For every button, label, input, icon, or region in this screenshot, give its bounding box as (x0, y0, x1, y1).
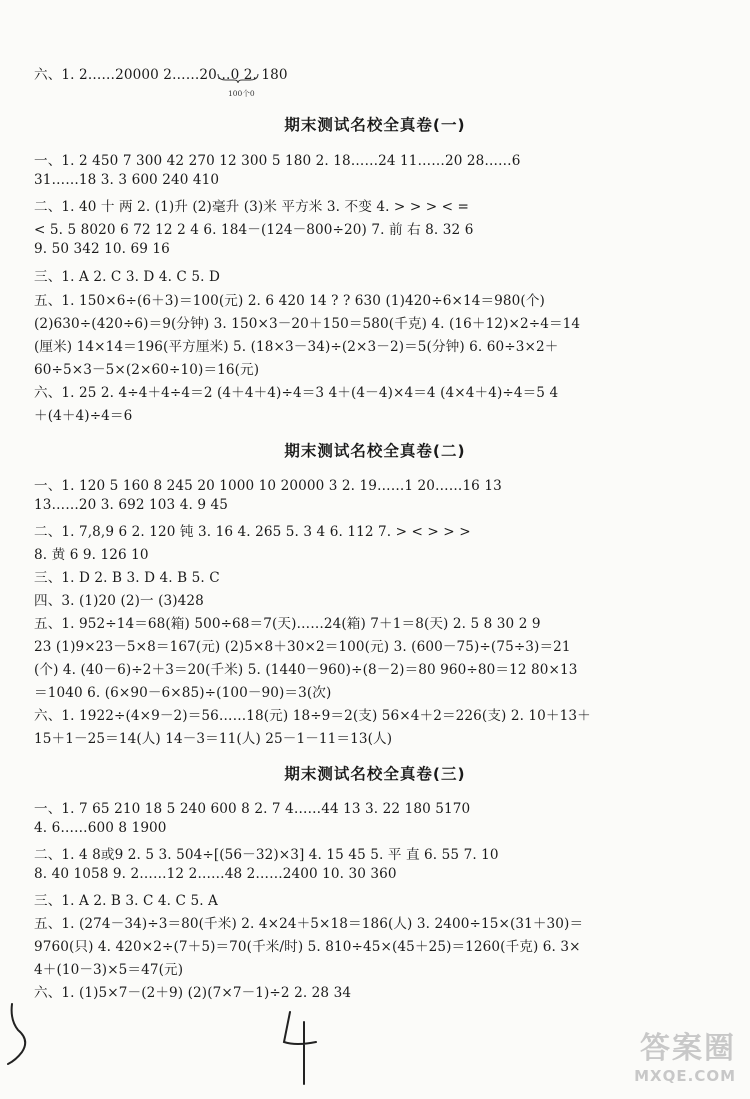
answer-line: ＋(4＋4)÷4＝6 (34, 408, 133, 424)
site-watermark (634, 1023, 736, 1085)
answer-line: 二、1. 4 8或9 2. 5 3. 504÷[(56－32)×3] 4. 15 45 5. 平 直 6. 55 7. 10 (34, 847, 499, 863)
answer-line: (厘米) 14×14＝196(平方厘米) 5. (18×3－34)÷(2×3－2)＝5(分钟) 6. 60÷3×2＋ (34, 339, 559, 355)
answer-line: (2)630÷(420÷6)＝9(分钟) 3. 150×3－20＋150＝580(千克) 4. (16＋12)×2÷4＝14 (34, 316, 581, 332)
answer-line: 一、1. 2 450 7 300 42 270 12 300 5 180 2. 18……24 11……20 28……6 (34, 153, 521, 169)
answer-line: 9760(只) 4. 420×2÷(7＋5)＝70(千米/时) 5. 810÷45×(45＋25)＝1260(千克) 6. 3× (34, 939, 581, 955)
answer-line: 4. 6……600 8 1900 (34, 820, 167, 836)
answer-line: 4＋(10－3)×5＝47(元) (34, 962, 184, 978)
answer-line: 15＋1－25＝14(人) 14－3＝11(人) 25－1－11＝13(人) (34, 731, 393, 747)
answer-line: 五、1. (274－34)÷3＝80(千米) 2. 4×24＋5×18＝186(人) 3. 2400÷15×(31＋30)＝ (34, 916, 584, 932)
underbrace-mark (216, 72, 260, 84)
answer-line: 五、1. 952÷14＝68(箱) 500÷68＝7(天)……24(箱) 7＋1＝8(天) 2. 5 8 30 2 9 (34, 616, 541, 632)
answer-line: 一、1. 7 65 210 18 5 240 600 8 2. 7 4……44 13 3. 22 180 5170 (34, 801, 471, 817)
answer-line: 三、1. A 2. B 3. C 4. C 5. A (34, 893, 218, 909)
answer-line: (个) 4. (40－6)÷2＋3＝20(千米) 5. (1440－960)÷(8－2)＝80 960÷80＝12 80×13 (34, 662, 578, 678)
watermark-en: MXQE.COM (634, 1067, 736, 1085)
answer-line: 60÷5×3－5×(2×60÷10)＝16(元) (34, 362, 260, 378)
section-title-3: 期末测试名校全真卷(三) (284, 765, 466, 783)
answer-line: 三、1. A 2. C 3. D 4. C 5. D (34, 269, 220, 285)
answer-line: 六、1. 25 2. 4÷4＋4÷4＝2 (4＋4＋4)÷4＝3 4＋(4－4)×4＝4 (4×4＋4)÷4＝5 4 (34, 385, 559, 401)
answer-line: 31……18 3. 3 600 240 410 (34, 172, 220, 188)
answer-line: 二、1. 40 十 两 2. (1)升 (2)毫升 (3)米 平方米 3. 不变 4. > > > < = (34, 199, 470, 215)
section-title-2: 期末测试名校全真卷(二) (284, 442, 466, 460)
answer-line: 13……20 3. 692 103 4. 9 45 (34, 497, 228, 513)
watermark-cn: 答案圈 (640, 1031, 736, 1066)
answer-line: 8. 40 1058 9. 2……12 2……48 2……2400 10. 30 360 (34, 866, 397, 882)
answer-line: 六、1. 2……20000 2……20…0 2. 180 (34, 67, 288, 83)
handwritten-scribble-left (4, 1000, 44, 1070)
answer-line: 三、1. D 2. B 3. D 4. B 5. C (34, 570, 220, 586)
handwritten-page-number (276, 1008, 322, 1088)
answer-line: 一、1. 120 5 160 8 245 20 1000 10 20000 3 2. 19……1 20……16 13 (34, 478, 502, 494)
answer-line: < 5. 5 8020 6 72 12 2 4 6. 184－(124－800÷20) 7. 前 右 8. 32 6 (34, 222, 474, 238)
answer-line: 五、1. 150×6÷(6＋3)＝100(元) 2. 6 420 14 ? ? 630 (1)420÷6×14＝980(个) (34, 293, 545, 309)
answer-line: 9. 50 342 10. 69 16 (34, 241, 170, 257)
answer-line: 六、1. (1)5×7－(2＋9) (2)(7×7－1)÷2 2. 28 34 (34, 985, 352, 1001)
answer-line: 23 (1)9×23－5×8＝167(元) (2)5×8＋30×2＝100(元) 3. (600－75)÷(75÷3)＝21 (34, 639, 571, 655)
answer-line: 六、1. 1922÷(4×9－2)＝56……18(元) 18÷9＝2(支) 56×4＋2＝226(支) 2. 10＋13＋ (34, 708, 591, 724)
answer-line: 四、3. (1)20 (2)一 (3)428 (34, 593, 204, 609)
answer-line: ＝1040 6. (6×90－6×85)÷(100－90)＝3(次) (34, 685, 332, 701)
section-title-1: 期末测试名校全真卷(一) (284, 116, 466, 134)
answer-line: 8. 黄 6 9. 126 10 (34, 547, 149, 563)
answer-line: 二、1. 7,8,9 6 2. 120 钝 3. 16 4. 265 5. 3 4 6. 112 7. > < > > > (34, 524, 471, 540)
brace-annotation: 100个0 (228, 89, 255, 98)
